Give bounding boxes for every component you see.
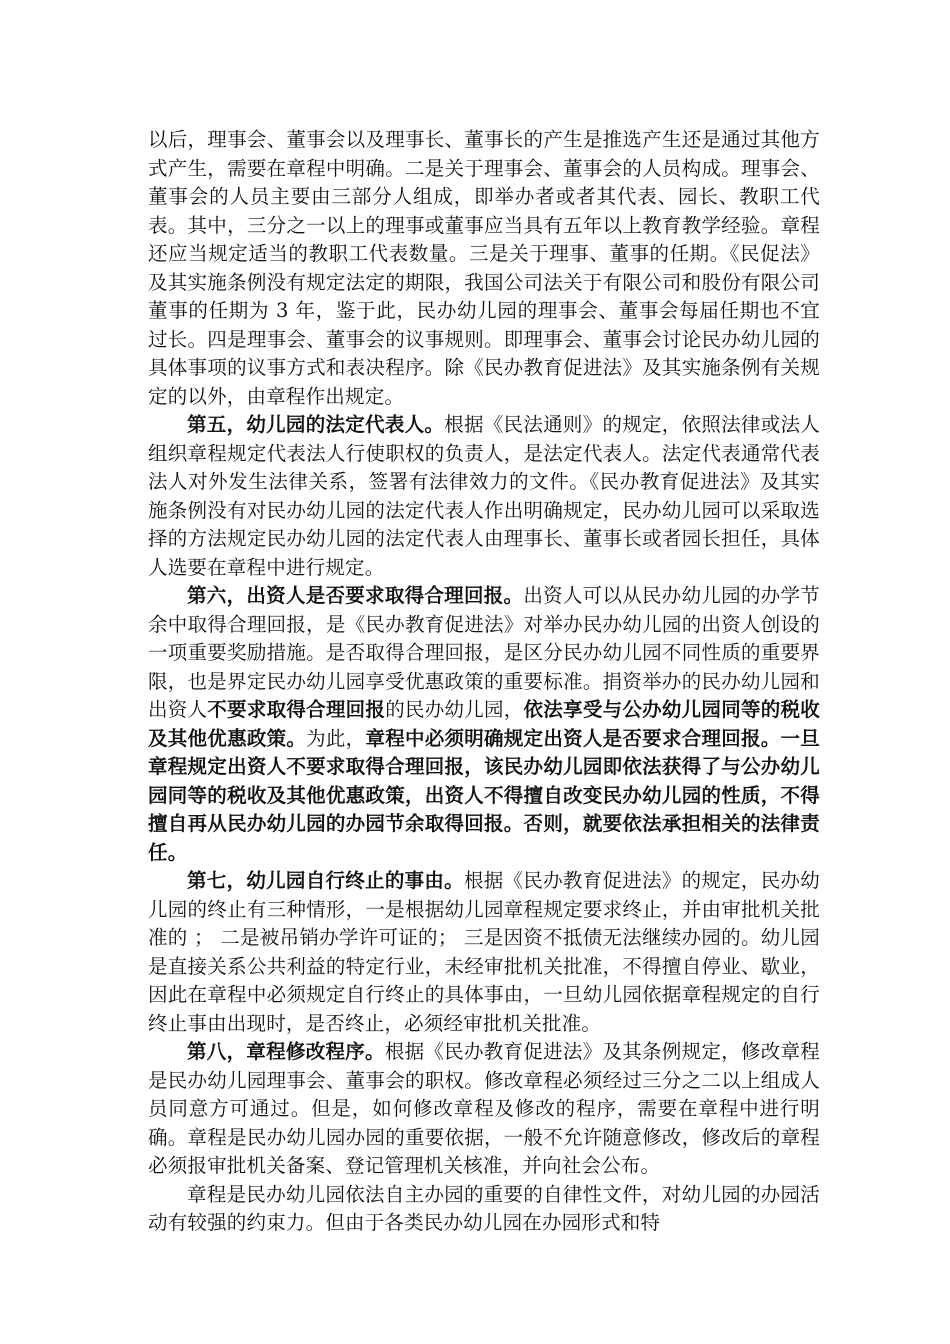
section-heading-seventh: 第七，幼儿园自行终止的事由。 (187, 869, 464, 892)
paragraph-text: 的民办幼儿园， (385, 698, 524, 721)
paragraph-text: 出资人可以从民办幼儿园的办学节余中取得合理回报，是《民办教育促进法》对举办民办幼儿园的出资人创设的一项重要奖励措施。是否取得合理回报，是区分民办幼儿园不同性质的重要界限，也是界定民办幼儿园享受优惠政策的重要标准。捐资举办的民办幼儿园和出资人 (148, 584, 820, 721)
emphasis-text: 不要求取得合理回报 (207, 698, 386, 721)
paragraph-amendment (148, 1038, 820, 1181)
paragraph-legal-representative (148, 411, 820, 582)
paragraph-text: 为此， (306, 726, 366, 750)
paragraph-text: 根据《民办教育促进法》的规定，民办幼儿园的终止有三种情形，一是根据幼儿园章程规定要求终止，并由审批机关批准的 ； 二是被吊销办学许可证的； 三是因资不抵债无法继续办园的。幼儿园是直接关系公共利益的特定行业，未经审批机关批准，不得擅自停业、歇业，因此在章程中必须规定自行终止的具体事由，一旦幼儿园依据章程规定的自行终止事由出现时，是否终止，必须经审批机关批准。 (148, 869, 820, 1035)
paragraph-closing: 章程是民办幼儿园依法自主办园的重要的自律性文件，对幼儿园的办园活动有较强的约束力。但由于各类民办幼儿园在办园形式和特 (148, 1182, 820, 1234)
paragraph-text: 根据《民办教育促进法》及其条例规定，修改章程是民办幼儿园理事会、董事会的职权。修改章程必须经过三分之二以上组成人员同意方可通过。但是，如何修改章程及修改的程序，需要在章程中进行明确。章程是民办幼儿园办园的重要依据，一般不允许随意修改，修改后的章程必须报审批机关备案、登记管理机关核准，并向社会公布。 (148, 1040, 820, 1177)
emphasis-text: 章程中必须明确规定出资人是否要求合理回报。一旦章程规定出资人不要求取得合理回报，该民办幼儿园即依法获得了与公办幼儿园同等的税收及其他优惠政策，出资人不得擅自改变民办幼儿园的性质，不得擅自再从民办幼儿园的办园节余取得回报。否则，就要依法承担相关的法律责任。 (148, 726, 821, 864)
paragraph-text: 根据《民法通则》的规定，依照法律或法人组织章程规定代表法人行使职权的负责人，是法定代表人。法定代表通常代表法人对外发生法律关系，签署有法律效力的文件。《民办教育促进法》及其实施条例没有对民办幼儿园的法定代表人作出明确规定，民办幼儿园可以采取选择的方法规定民办幼儿园的法定代表人由理事长、董事长或者园长担任，具体人选要在章程中进行规定。 (148, 413, 820, 579)
paragraph-termination (148, 867, 820, 1038)
section-heading-sixth: 第六，出资人是否要求取得合理回报。 (187, 584, 524, 607)
paragraph-governance: 以后，理事会、董事会以及理事长、董事长的产生是推选产生还是通过其他方式产生，需要在章程中明确。二是关于理事会、董事会的人员构成。理事会、董事会的人员主要由三部分人组成，即举办者或者其代表、园长、教职工代表。其中，三分之一以上的理事或董事应当具有五年以上教育教学经验。章程还应当规定适当的教职工代表数量。三是关于理事、董事的任期。《民促法》及其实施条例没有规定法定的期限，我国公司法关于有限公司和股份有限公司董事的任期为 3 年，鉴于此，民办幼儿园的理事会、董事会每届任期也不宜过长。四是理事会、董事会的议事规则。即理事会、董事会讨论民办幼儿园的具体事项的议事方式和表决程序。除《民办教育促进法》及其实施条例有关规定的以外，由章程作出规定。 (148, 128, 820, 408)
section-heading-fifth: 第五，幼儿园的法定代表人。 (187, 413, 445, 436)
section-heading-eighth: 第八，章程修改程序。 (187, 1040, 385, 1063)
paragraph-reasonable-return (148, 582, 820, 867)
emphasis-text: 依法享受与公办幼儿园同等的税收及其他优惠政策。 (148, 698, 820, 750)
document-page (148, 126, 820, 1238)
